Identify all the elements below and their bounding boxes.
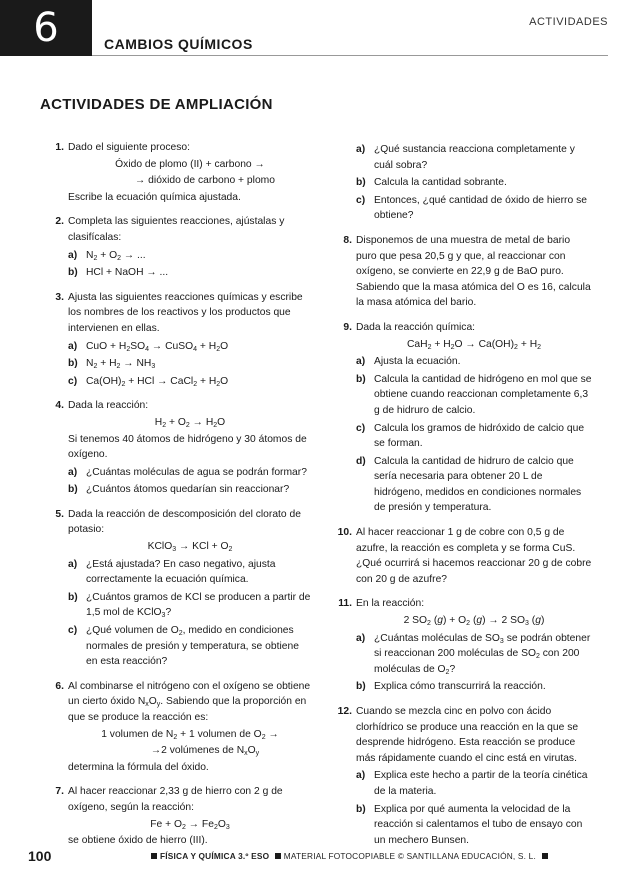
exercise-number: 2. — [55, 216, 64, 228]
subitem-a: a) ¿Qué sustancia reacciona completamente y cuál sobra? — [356, 144, 575, 171]
exercise-12 — [328, 704, 592, 848]
exercise-intro: Dada la reacción química: — [356, 321, 476, 333]
exercise-number: 5. — [55, 508, 64, 520]
subitem-b: b) Explica por qué aumenta la velocidad de la reacción si calentamos el tubo de ensayo con un mechero Bunsen. — [356, 803, 583, 846]
equation-line: →2 volúmenes de $N_xO_y$ — [150, 745, 260, 758]
exercise-intro: Dado el siguiente proceso: — [68, 142, 190, 153]
left-column — [40, 140, 312, 858]
copyright-notice: MATERIAL FOTOCOPIABLE © SANTILLANA EDUCACIÓN, S. L. — [283, 851, 536, 861]
subitem-c: c) Entonces, ¿qué cantidad de óxido de hierro se obtiene? — [356, 194, 587, 222]
exercise-9 — [328, 320, 592, 516]
equation-line: 1 volumen de $N_2 + 1$ volumen de $O_2$ → — [101, 728, 279, 741]
subitem-a: a) Explica este hecho a partir de la teoría cinética de la materia. — [356, 770, 588, 797]
chapter-number: 6 — [0, 0, 92, 56]
equation-line: KClO$_3$ → KCl + $O_2$ — [147, 541, 233, 554]
subitem-b: b) Calcula la cantidad de hidrógeno en mol que se obtiene cuando reaccionan completamente 6,3 g de hidruro de calcio. — [356, 373, 592, 416]
subitem-a: a) ¿Cuántas moléculas de $SO_3$ se podrán obtener si reaccionan 200 moléculas de $SO_2$ con 200 moléculas de $O_2$? — [356, 632, 591, 676]
subitem-c: c) Calcula los gramos de hidróxido de calcio que se forman. — [356, 422, 585, 450]
exercise-number: 10. — [337, 527, 352, 539]
exercise-number: 7. — [55, 786, 64, 798]
subitem-a: a) Ajusta la ecuación. — [356, 356, 461, 368]
page-footer — [0, 846, 638, 866]
header-rule — [92, 55, 608, 56]
exercise-7 — [40, 784, 312, 848]
subitem-b: b) $N_2 + H_2 \to NH_3$ — [68, 358, 156, 371]
exercise-number: 8. — [343, 234, 352, 246]
equation-line: Óxido de plomo (II) + carbono → — [115, 158, 265, 170]
subitem-b: b) Calcula la cantidad sobrante. — [356, 177, 507, 189]
right-column — [328, 140, 592, 857]
exercise-text: se obtiene óxido de hierro (III). — [68, 835, 208, 847]
footer-text — [148, 851, 551, 861]
exercise-number: 11. — [338, 598, 352, 610]
exercise-intro: Al combinarse el nitrógeno con el oxígeno se obtiene un cierto óxido $N_xO_y$. Sabiendo que la proporción en que se produce la reacción es: — [68, 680, 311, 723]
exercise-intro: En la reacción: — [356, 598, 425, 610]
exercise-intro: Dada la reacción de descomposición del clorato de potasio: — [68, 508, 301, 536]
square-bullet-icon — [542, 853, 548, 859]
chapter-title: CAMBIOS QUÍMICOS — [104, 36, 253, 52]
subitem-c: c) $Ca(OH)_2$ + HCl → CaCl$_2$ + $H_2O$ — [68, 375, 229, 388]
subitem-b: b) ¿Cuántos átomos quedarían sin reaccionar? — [68, 484, 290, 496]
subitem-b: b) Explica cómo transcurrirá la reacción. — [356, 681, 546, 693]
subitem-a: a) CuO + $H_2SO_4$ → CuSO$_4$ + $H_2O$ — [68, 340, 229, 353]
subitem-c: c) ¿Qué volumen de $O_2$, medido en condiciones normales de presión y temperatura, se obtiene en esta reacción? — [68, 625, 299, 668]
exercise-number: 4. — [55, 400, 64, 412]
exercise-3 — [40, 290, 312, 390]
exercise-text: Al hacer reaccionar 1 g de cobre con 0,5 g de azufre, la reacción es completa y se forma CuS. ¿Qué ocurrirá si hacemos reaccionar 20 g de cobre con 20 g de azufre? — [356, 527, 592, 585]
book-title: FÍSICA Y QUÍMICA 3.º ESO — [160, 851, 270, 861]
exercise-11 — [328, 596, 592, 695]
exercise-5 — [40, 507, 312, 670]
exercise-number: 6. — [55, 680, 64, 692]
exercise-2 — [40, 214, 312, 280]
page-number: 100 — [28, 848, 52, 864]
exercise-number: 12. — [337, 706, 352, 717]
exercise-number: 3. — [55, 291, 64, 303]
subitem-d: d) Calcula la cantidad de hidruro de calcio que sería necesaria para obtener 20 L de hidrógeno, medidos en condiciones normales de presión y temperatura. — [356, 455, 582, 514]
exercise-7-continued — [328, 142, 592, 224]
exercise-intro: Ajusta las siguientes reacciones químicas y escribe los nombres de los reactivos y los productos que intervienen en ellas. — [68, 291, 303, 334]
exercise-intro: Completa las siguientes reacciones, ajústalas y clasifícalas: — [68, 216, 285, 243]
section-tag: ACTIVIDADES — [529, 16, 608, 28]
exercise-text: Cuando se mezcla cinc en polvo con ácido clorhídrico se produce una reacción en la que se desprende hidrógeno. Esta reacción se produce más rápidamente cuando el cinc está en virutas. — [356, 706, 579, 764]
subitem-a: a) ¿Está ajustada? En caso negativo, ajusta correctamente la ecuación química. — [68, 558, 276, 586]
subitem-a: a) ¿Cuántas moléculas de agua se podrán formar? — [68, 466, 307, 478]
section-title: ACTIVIDADES DE AMPLIACIÓN — [40, 96, 273, 113]
square-bullet-icon — [151, 853, 157, 859]
exercise-number: 1. — [55, 142, 64, 153]
exercise-text: determina la fórmula del óxido. — [68, 761, 209, 773]
exercise-text: Si tenemos 40 átomos de hidrógeno y 30 átomos de oxígeno. — [68, 433, 307, 461]
equation-line: $CaH_2 + H_2O \to Ca(OH)_2 + H_2$ — [406, 338, 542, 351]
exercise-intro: Al hacer reaccionar 2,33 g de hierro con 2 g de oxígeno, según la reacción: — [68, 786, 283, 813]
exercise-number: 9. — [343, 321, 352, 333]
exercise-intro: Dada la reacción: — [68, 400, 149, 412]
subitem-b: b) ¿Cuántos gramos de KCl se producen a partir de 1,5 mol de KClO$_3$? — [68, 591, 311, 620]
exercise-4 — [40, 398, 312, 498]
equation-line: $H_2 + O_2 \to H_2O$ — [154, 416, 226, 429]
exercise-8 — [328, 233, 592, 311]
exercise-10 — [328, 525, 592, 587]
square-bullet-icon — [275, 853, 281, 859]
equation-line: → dióxido de carbono + plomo — [135, 175, 275, 187]
subitem-b: b) HCl + NaOH → ... — [68, 267, 169, 279]
equation-line: $Fe + O_2 \to Fe_2O_3$ — [150, 818, 230, 831]
exercise-1 — [40, 140, 312, 205]
equation-line: 2 $SO_2$ $(g) + O_2$ (g) → 2 $SO_3$ (g) — [403, 615, 545, 628]
exercise-text: Escribe la ecuación química ajustada. — [68, 191, 241, 203]
exercise-6 — [40, 679, 312, 776]
exercise-text: Disponemos de una muestra de metal de bario puro que pesa 20,5 g y que, al reaccionar con oxígeno, se convierte en 22,9 g de BaO puro. Sabiendo que la masa atómica del O es 16, calcula la masa atómica del bario. — [356, 234, 591, 309]
subitem-a: a) $N_2 + O_2$ → ... — [68, 249, 146, 262]
